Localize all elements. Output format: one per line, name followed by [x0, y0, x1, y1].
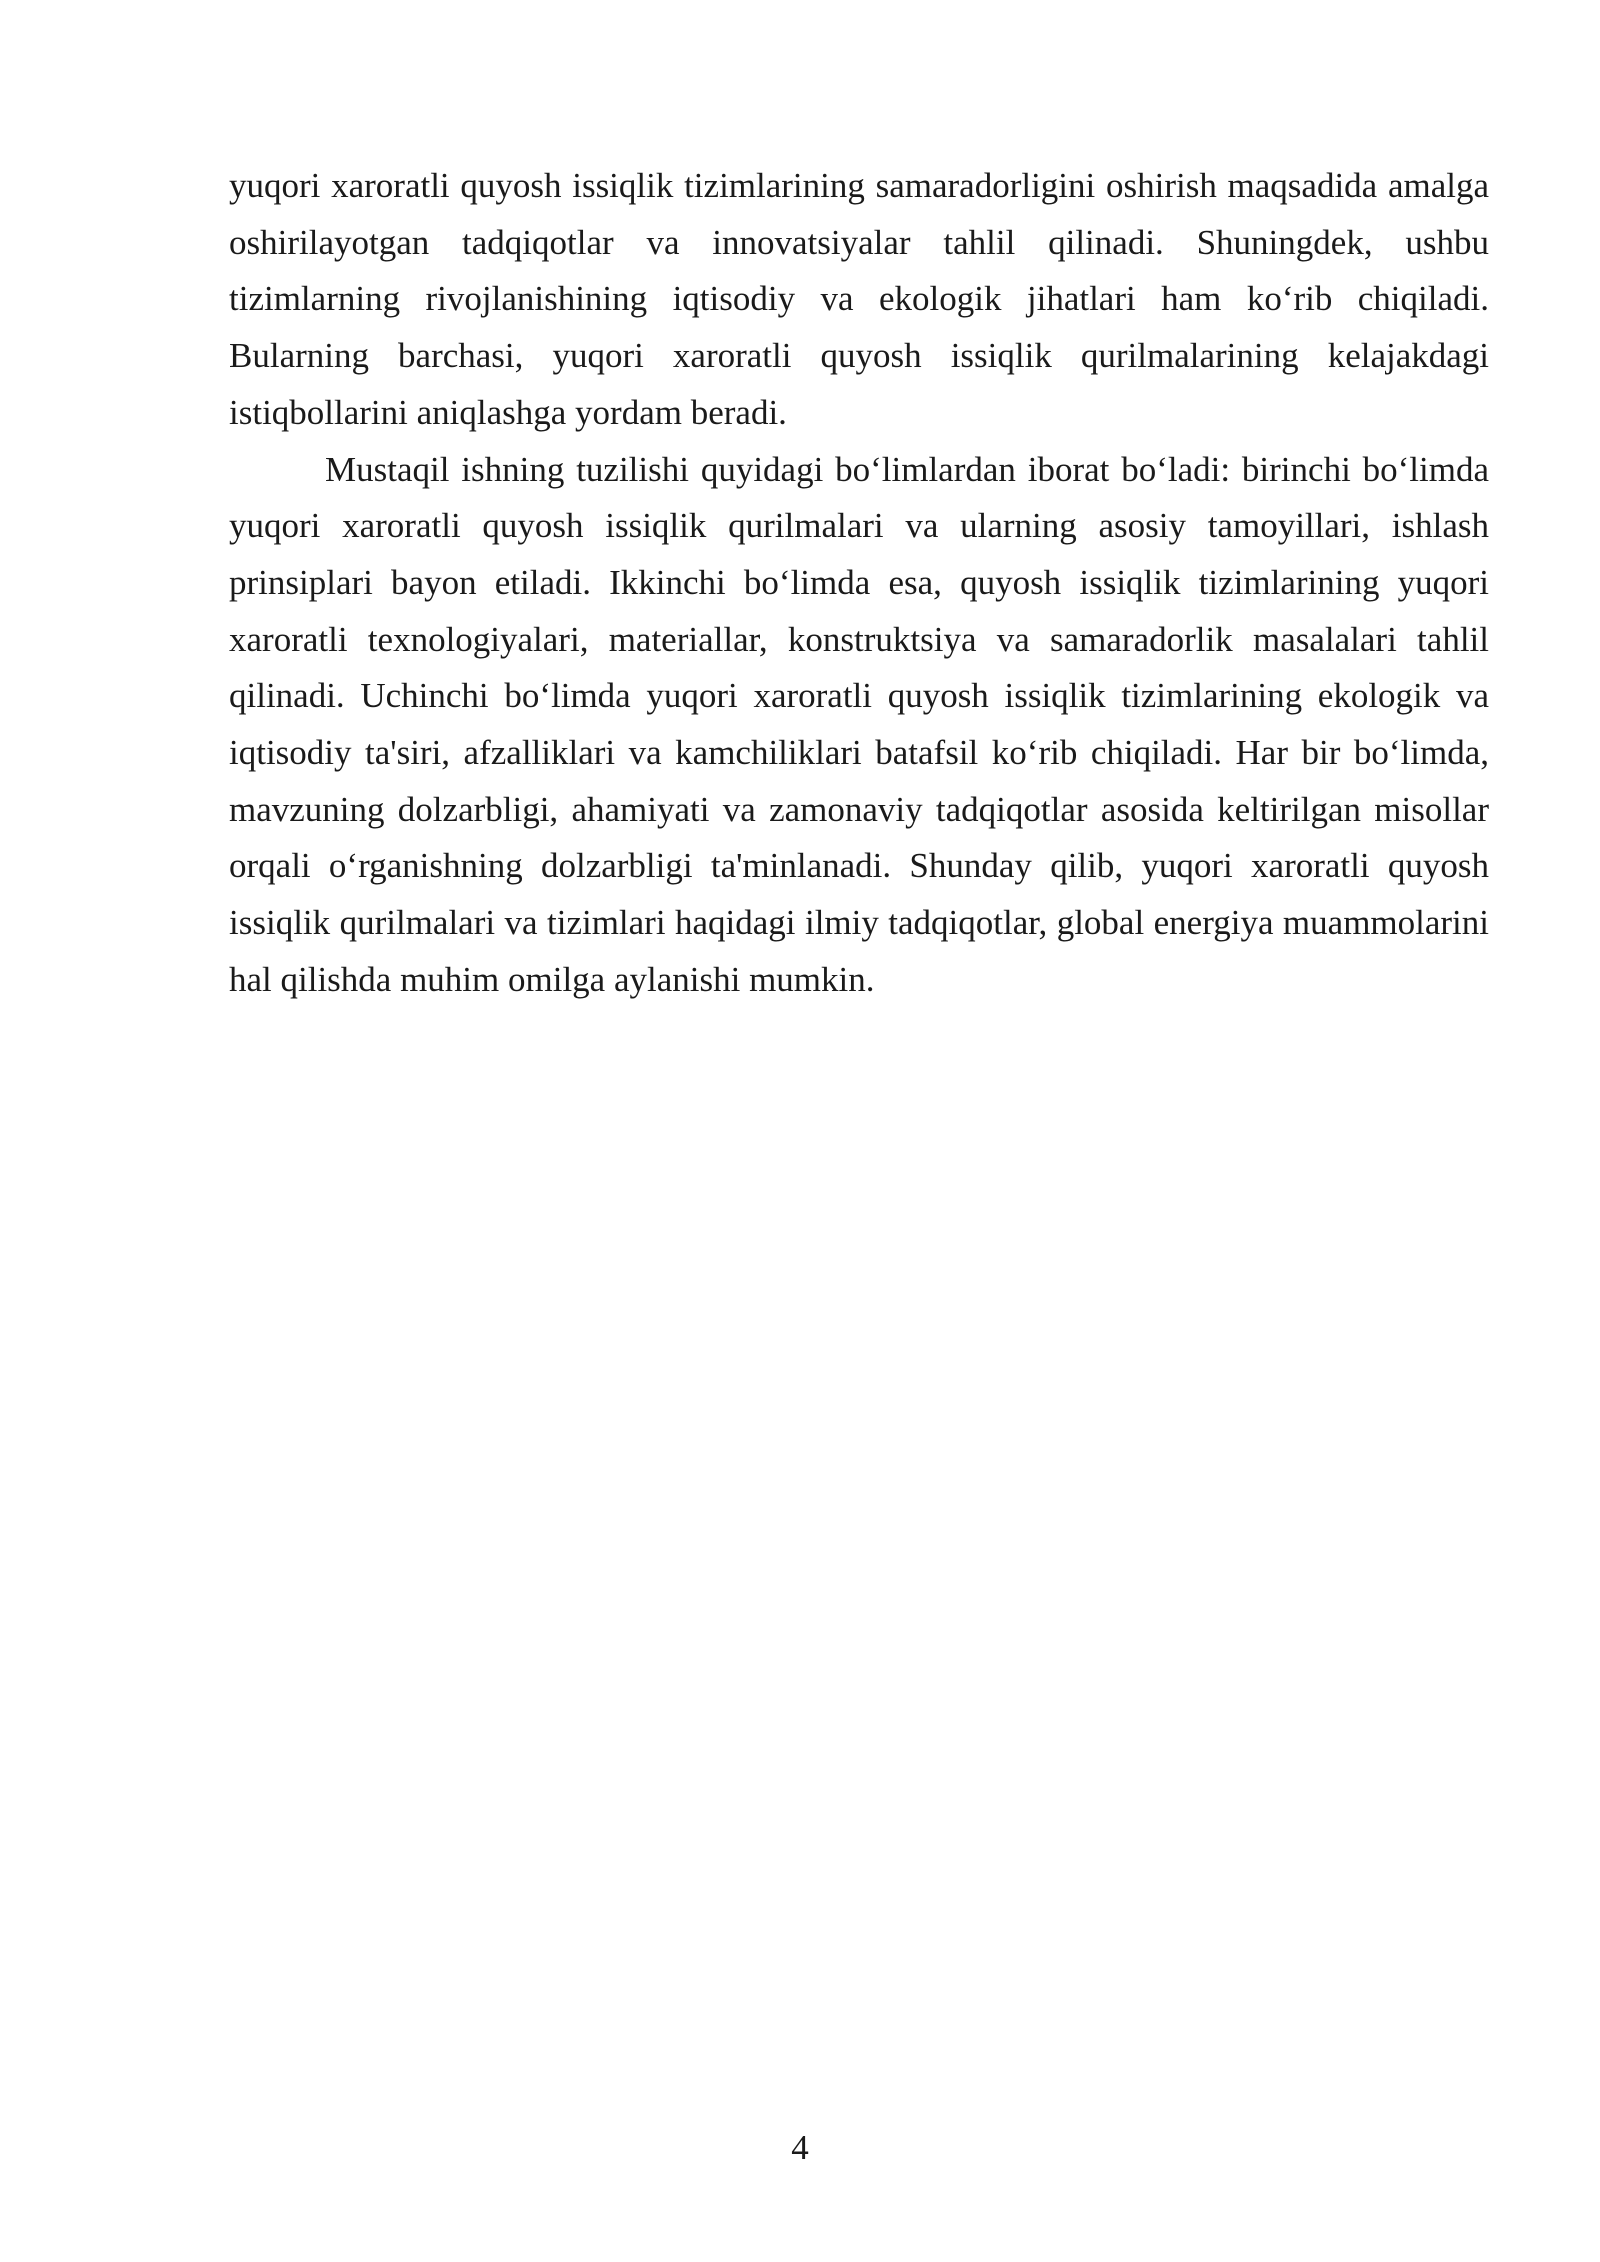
paragraph-structure: Mustaqil ishning tuzilishi quyidagi bo‘limlardan iborat bo‘ladi: birinchi bo‘limda yuqori xaroratli quyosh issiqlik qurilmalari va ularning asosiy tamoyillari, ishlash prinsiplari bayon etiladi. Ikkinchi bo‘limda esa, quyosh issiqlik tizimlarining yuqori xaroratli texnologiyalari, materiallar, konstruktsiya va samaradorlik masalalari tahlil qilinadi. Uchinchi bo‘limda yuqori xaroratli quyosh issiqlik tizimlarining ekologik va iqtisodiy ta'siri, afzalliklari va kamchiliklari batafsil ko‘rib chiqiladi. Har bir bo‘limda, mavzuning dolzarbligi, ahamiyati va zamonaviy tadqiqotlar asosida keltirilgan misollar orqali o‘rganishning dolzarbligi ta'minlanadi. Shunday qilib, yuqori xaroratli quyosh issiqlik qurilmalari va tizimlari haqidagi ilmiy tadqiqotlar, global energiya muammolarini hal qilishda muhim omilga aylanishi mumkin. [229, 449, 1489, 999]
page-number: 4 [791, 2128, 809, 2167]
paragraph-continuation: yuqori xaroratli quyosh issiqlik tizimlarining samaradorligini oshirish maqsadida amalga oshirilayotgan tadqiqotlar va innovatsiyalar tahlil qilinadi. Shuningdek, ushbu tizimlarning rivojlanishining iqtisodiy va ekologik jihatlari ham ko‘rib chiqiladi. Bularning barchasi, yuqori xaroratli quyosh issiqlik qurilmalarining kelajakdagi istiqbollarini aniqlashga yordam beradi. [229, 166, 1489, 432]
body-text [229, 158, 1489, 1009]
